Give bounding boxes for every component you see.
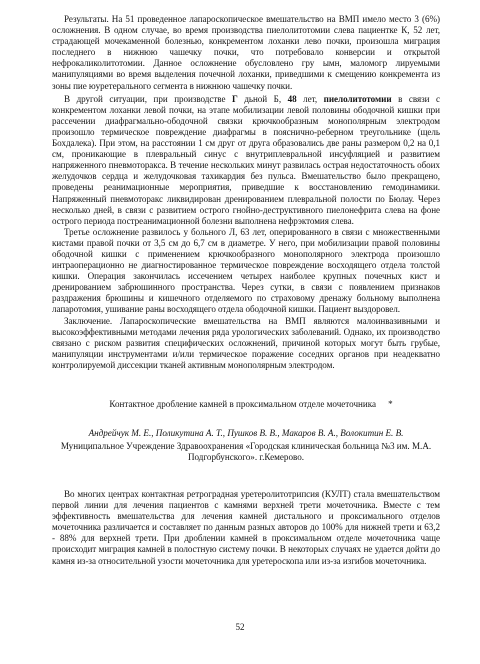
- section-title-text: Контактное дробление камней в проксимальном отделе мочеточника: [109, 399, 377, 409]
- second-case-lead: В другой ситуации, при производстве: [64, 93, 233, 104]
- second-case-bold-initial: Г: [232, 93, 238, 104]
- second-case-bold-procedure: пиелолитотомии: [323, 93, 392, 104]
- paragraph-intro: Во многих центрах контактная ретроградная уретеролитотрипсия (КУЛТ) стала вмешательством первой линии для лечения пациентов с камнями верхней трети мочеточника. Вместе с тем эффективность вмешательства для лечения камней дистального и проксимального отделов мочеточника различается и составляет по данным разных авторов до 100% для нижней трети и 63,2 - 88% для верхней трети. При дроблении камней в проксимальном отделе мочеточника чаще происходит миграция камней в полостную систему почки. В некоторых случаях не удается дойти до камня из-за относительной узости мочеточника для уретероскопа или из-за изгибов мочеточника.: [52, 489, 440, 566]
- second-case-mid2: лет,: [296, 93, 324, 104]
- section-title: [52, 399, 440, 410]
- paragraph-results: Результаты. На 51 проведенное лапароскопическое вмешательство на ВМП имело место 3 (6%) осложнения. В одном случае, во время производства пиелолитотомии слева пациентке К, 52 лет, страдающей мочекаменной болезнью, конкрементом лоханки лево почки, произошла миграция последнего в нижнюю чашечку почки, что потребовало конверсии и открытой нефрокаликолитотомии. Данное осложнение обусловлено гру ымн, маломогр лируемыми манипуляциями во время выделения почечной лоханки, приведшими к смещению конкремента из зоны пие юуретерального сегмента в нижнюю чашечку почки.: [52, 14, 440, 91]
- paragraph-third-case: Третье осложнение развилось у больного Л, 63 лет, оперированного в связи с множественными кистами правой почки от 3,5 см до 6,7 см в диаметре. У него, при мобилизации правой половины ободочной кишки с применением крючкообразного монополярного электрода произошло интраоперационно не диагностированное термическое повреждение восходящего отдела толстой кишки. Операция закончилась иссечением четырех наиболее крупных почечных кист и дренированием забрюшинного пространства. Через сутки, в связи с появлением признаков раздражения брюшины и кишечного отделяемого по страховому дренажу больному выполнена лапаротомия, ушивание раны восходящего отдела ободочной кишки. Пациент выздоровел.: [52, 226, 440, 315]
- authors-line: Андрейчук М. Е., Поликутина А. Т., Пушков В. В., Макаров В. А., Волокитин Е. В.: [88, 428, 404, 438]
- second-case-bold-age: 48: [287, 93, 297, 104]
- page-number: 52: [235, 622, 245, 632]
- institution-line: Муниципальное Учреждение Здравоохранения «Городская клиническая больница №3 им. М.А. Подгорбунского». г.Кемерово.: [60, 441, 432, 462]
- second-case-rest: в связи с конкрементом лоханки левой почки, на этапе мобилизации левой половины ободочной кишки при рассечении диафрагмально-ободочной связки крючкообразным монополярным электродом произошло термическое повреждение диафрагмы в пояснично-реберном треугольнике (щель Бохдалека). При этом, на расстоянии 1 см друг от друга образовались две раны размером 0,2 на 0,1 см, проникающие в плевральный синус с внутриплевральной инсуфляцией и развитием напряженного пневмоторакса. В течение нескольких минут развилась острая недостаточность обоих желудочков сердца и желудочковая тахикардия без пульса. Вмешательство было прекращено, проведены реанимационные мероприятия, приведшие к восстановлению гемодинамики. Напряженный пневмоторакс ликвидирован дренированием плевральной полости по Бюлау. Через несколько дней, в связи с развитием острого гнойно-деструктивного пиелонефрита слева на фоне острого периода постреанимационной болезни выполнена нефрэктомия слева.: [52, 93, 441, 226]
- paragraph-second-case: [52, 94, 440, 227]
- second-case-mid1: дьной Б,: [237, 93, 288, 104]
- section-title-star: *: [388, 399, 393, 409]
- paragraph-conclusion: Заключение. Лапароскопические вмешательства на ВМП являются малоинвазивными и высокоэффективными методами лечения ряда урологических заболеваний. Однако, их производство связано с риском развития специфических осложнений, причиной которых могут быть грубые, манипуляции инструментами и/или термическое поражение соседних органов при неадекватно контролируемой диссекции тканей активным монополярным электродом.: [52, 315, 440, 370]
